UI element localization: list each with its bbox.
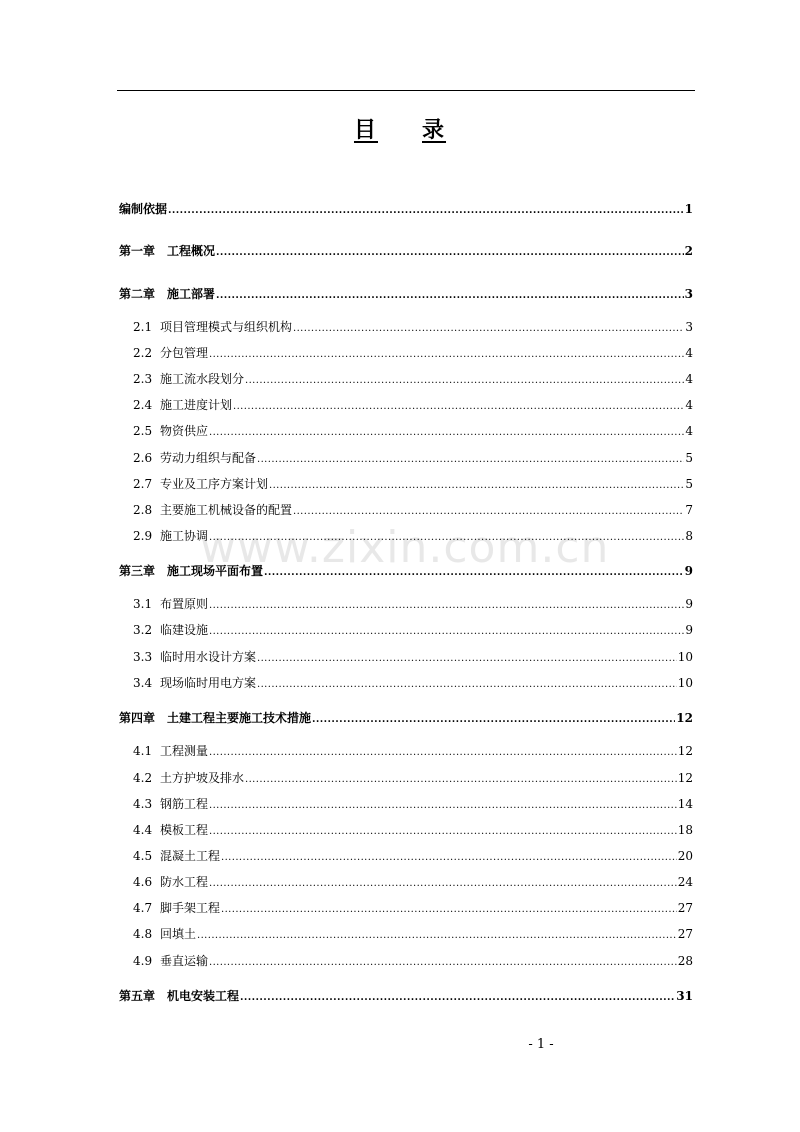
toc-leader-dots [269, 480, 684, 491]
toc-entry-label: 项目管理模式与组织机构 [160, 320, 293, 334]
toc-entry-number: 3.1 [133, 597, 153, 611]
toc-section-entry[interactable] [133, 396, 693, 413]
toc-leader-dots [216, 290, 684, 301]
watermark: www.zixin.com.cn [200, 522, 610, 573]
toc-entry-page: 7 [685, 503, 693, 517]
toc-leader-dots [257, 679, 677, 690]
toc-entry-page: 27 [677, 927, 693, 941]
toc-entry-number: 4.4 [133, 823, 153, 837]
toc-entry-number: 4.1 [133, 744, 153, 758]
toc-entry-label: 第二章 施工部署 [119, 287, 216, 301]
toc-entry-label: 垂直运输 [160, 954, 209, 968]
toc-entry-page: 10 [677, 650, 693, 664]
toc-section-entry[interactable] [133, 873, 693, 890]
toc-entry-label: 脚手架工程 [160, 901, 221, 915]
toc-leader-dots [257, 653, 677, 664]
toc-entry-number: 4.3 [133, 797, 153, 811]
toc-entry-label: 钢筋工程 [160, 797, 209, 811]
toc-entry-label: 第五章 机电安装工程 [119, 989, 240, 1003]
toc-entry-page: 8 [685, 529, 693, 543]
toc-entry-number: 2.1 [133, 320, 153, 334]
toc-chapter-entry[interactable] [119, 709, 693, 726]
toc-section-entry[interactable] [133, 769, 693, 786]
title-char-1: 目 [353, 118, 378, 143]
toc-entry-number: 2.8 [133, 503, 153, 517]
toc-section-entry[interactable] [133, 821, 693, 838]
toc-section-entry[interactable] [133, 318, 693, 335]
toc-leader-dots [209, 957, 677, 968]
toc-entry-page: 18 [677, 823, 693, 837]
toc-section-entry[interactable] [133, 847, 693, 864]
page-number: - 1 - [528, 1037, 554, 1052]
toc-leader-dots [209, 878, 677, 889]
toc-leader-dots [312, 714, 675, 725]
toc-entry-number: 2.6 [133, 451, 153, 465]
toc-entry-label: 编制依据 [119, 202, 168, 216]
toc-entry-label: 分包管理 [160, 346, 209, 360]
toc-entry-page: 12 [677, 771, 693, 785]
toc-leader-dots [221, 852, 677, 863]
toc-entry-page: 3 [685, 320, 693, 334]
toc-entry-page: 20 [677, 849, 693, 863]
toc-entry-number: 2.5 [133, 424, 153, 438]
toc-leader-dots [264, 567, 684, 578]
toc-entry-label: 现场临时用电方案 [160, 676, 257, 690]
toc-entry-number: 4.2 [133, 771, 153, 785]
toc-leader-dots [209, 427, 684, 438]
toc-entry-label: 劳动力组织与配备 [160, 451, 257, 465]
toc-entry-label: 工程测量 [160, 744, 209, 758]
toc-entry-number: 3.2 [133, 623, 153, 637]
toc-leader-dots [209, 800, 677, 811]
toc-section-entry[interactable] [133, 595, 693, 612]
toc-entry-label: 土方护坡及排水 [160, 771, 245, 785]
page-footer [0, 1037, 800, 1052]
toc-section-entry[interactable] [133, 899, 693, 916]
toc-section-entry[interactable] [133, 475, 693, 492]
toc-leader-dots [209, 600, 684, 611]
toc-leader-dots [197, 930, 677, 941]
toc-section-entry[interactable] [133, 370, 693, 387]
toc-entry-number: 4.5 [133, 849, 153, 863]
toc-entry-label: 临时用水设计方案 [160, 650, 257, 664]
toc-entry-page: 4 [685, 372, 693, 386]
toc-entry-page: 12 [677, 744, 693, 758]
toc-leader-dots [293, 506, 684, 517]
toc-entry-label: 回填土 [160, 927, 197, 941]
toc-entry-number: 2.9 [133, 529, 153, 543]
toc-entry-label: 施工协调 [160, 529, 209, 543]
toc-entry-number: 2.7 [133, 477, 153, 491]
toc-entry-page: 31 [676, 989, 693, 1003]
toc-section-entry[interactable] [133, 742, 693, 759]
toc-entry-number: 2.4 [133, 398, 153, 412]
toc-chapter-entry[interactable] [119, 987, 693, 1004]
toc-section-entry[interactable] [133, 344, 693, 361]
toc-entry-label: 第三章 施工现场平面布置 [119, 564, 264, 578]
toc-entry-page: 4 [685, 424, 693, 438]
toc-entry-number: 3.3 [133, 650, 153, 664]
toc-entry-page: 3 [684, 287, 693, 301]
toc-entry-page: 28 [677, 954, 693, 968]
toc-chapter-entry[interactable] [119, 562, 693, 579]
toc-chapter-entry[interactable] [119, 285, 693, 302]
toc-leader-dots [209, 626, 684, 637]
page-title [0, 113, 800, 144]
toc-leader-dots [216, 247, 684, 258]
toc-leader-dots [209, 747, 677, 758]
toc-entry-page: 24 [677, 875, 693, 889]
toc-section-entry[interactable] [133, 621, 693, 638]
header-rule [117, 90, 695, 91]
toc-leader-dots [293, 323, 684, 334]
toc-entry-page: 27 [677, 901, 693, 915]
toc-entry-label: 防水工程 [160, 875, 209, 889]
toc-entry-page: 2 [684, 244, 693, 258]
toc-section-entry[interactable] [133, 795, 693, 812]
toc-entry-page: 1 [684, 202, 693, 216]
toc-entry-page: 9 [685, 623, 693, 637]
toc-section-entry[interactable] [133, 449, 693, 466]
toc-leader-dots [257, 454, 684, 465]
toc-chapter-entry[interactable] [119, 200, 693, 217]
toc-entry-page: 12 [676, 711, 693, 725]
toc-entry-label: 施工进度计划 [160, 398, 233, 412]
toc-entry-label: 混凝土工程 [160, 849, 221, 863]
title-char-2: 录 [422, 118, 447, 143]
toc-section-entry[interactable] [133, 422, 693, 439]
toc-entry-number: 3.4 [133, 676, 153, 690]
toc-section-entry[interactable] [133, 501, 693, 518]
toc-entry-label: 模板工程 [160, 823, 209, 837]
toc-entry-page: 4 [685, 398, 693, 412]
toc-entry-label: 主要施工机械设备的配置 [160, 503, 293, 517]
toc-leader-dots [245, 774, 677, 785]
toc-entry-label: 第一章 工程概况 [119, 244, 216, 258]
toc-entry-number: 2.2 [133, 346, 153, 360]
toc-entry-page: 9 [684, 564, 693, 578]
toc-leader-dots [168, 205, 684, 216]
toc-leader-dots [209, 826, 677, 837]
toc-leader-dots [221, 904, 677, 915]
toc-leader-dots [209, 532, 684, 543]
toc-entry-number: 4.9 [133, 954, 153, 968]
toc-entry-page: 5 [685, 451, 693, 465]
toc-entry-label: 布置原则 [160, 597, 209, 611]
toc-section-entry[interactable] [133, 527, 693, 544]
toc-entry-label: 施工流水段划分 [160, 372, 245, 386]
toc-leader-dots [245, 375, 684, 386]
toc-chapter-entry[interactable] [119, 242, 693, 259]
toc-entry-number: 2.3 [133, 372, 153, 386]
toc-entry-label: 第四章 土建工程主要施工技术措施 [119, 711, 312, 725]
toc-entry-page: 9 [685, 597, 693, 611]
toc-leader-dots [240, 992, 675, 1003]
toc-section-entry[interactable] [133, 648, 693, 665]
toc-entry-number: 4.8 [133, 927, 153, 941]
toc-section-entry[interactable] [133, 952, 693, 969]
toc-entry-page: 5 [685, 477, 693, 491]
toc-entry-page: 4 [685, 346, 693, 360]
toc-entry-number: 4.6 [133, 875, 153, 889]
toc-entry-page: 10 [677, 676, 693, 690]
toc-entry-label: 临建设施 [160, 623, 209, 637]
toc-entry-label: 物资供应 [160, 424, 209, 438]
toc-entry-number: 4.7 [133, 901, 153, 915]
toc-entry-label: 专业及工序方案计划 [160, 477, 269, 491]
toc-leader-dots [233, 401, 684, 412]
toc-entry-page: 14 [677, 797, 693, 811]
toc-leader-dots [209, 349, 684, 360]
toc-section-entry[interactable] [133, 925, 693, 942]
toc-section-entry[interactable] [133, 674, 693, 691]
